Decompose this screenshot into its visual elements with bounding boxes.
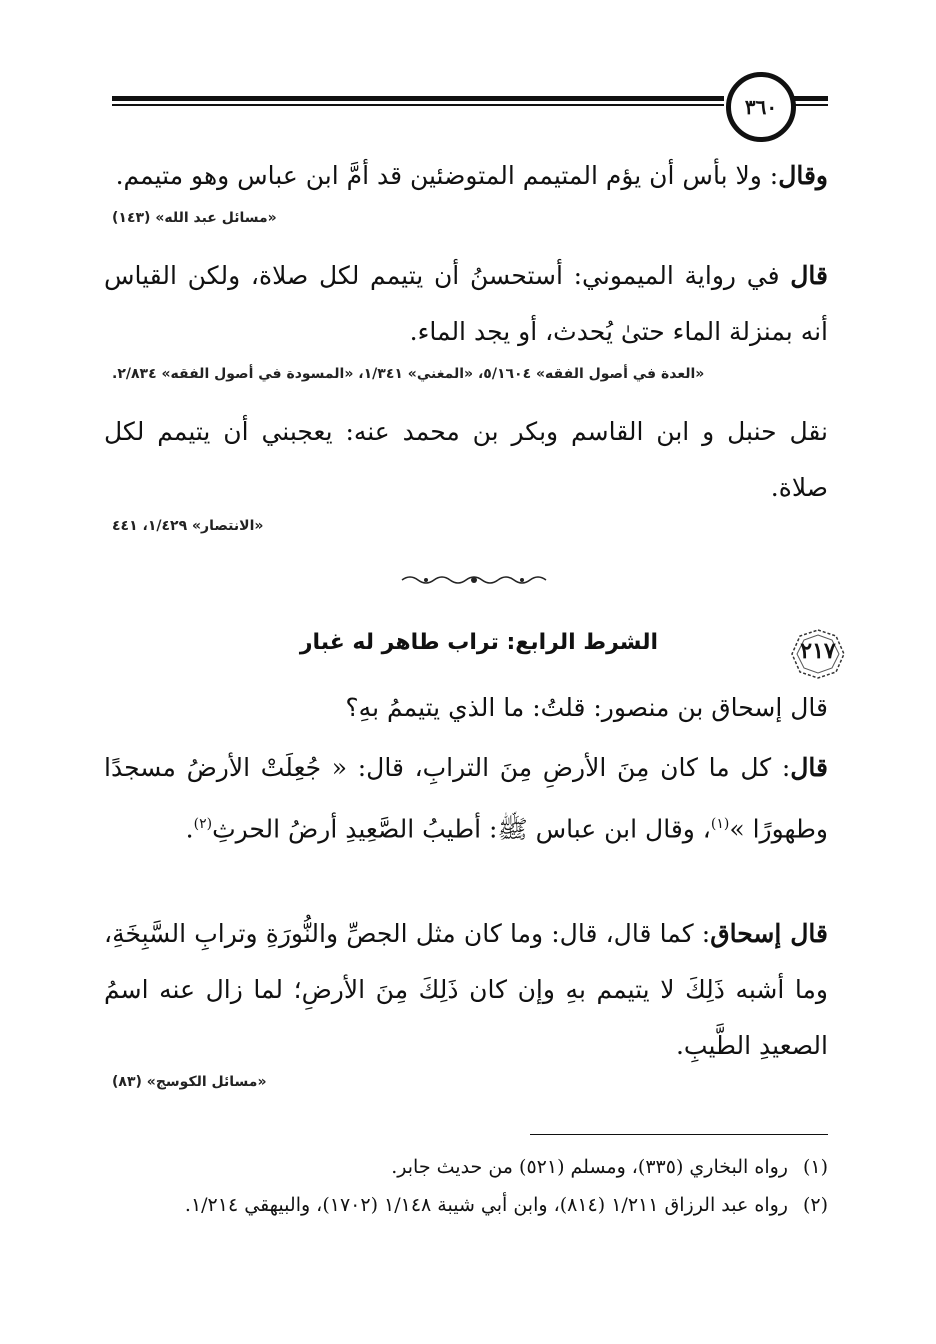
source-citation: «مسائل عبد الله» (١٤٣) xyxy=(112,210,277,226)
page-number: ٣٦٠ xyxy=(744,95,778,119)
footnote-ref[interactable]: (٢) xyxy=(193,816,213,832)
paragraph-text: : كما قال، قال: وما كان مثل الجصِّ والنُّورَةِ وترابِ السَّبِخَةِ، وما أشبه ذَلِكَ لا يتيمم بهِ وإن كان ذَلِكَ مِنَ الأرضِ؛ لما زال عنه اسمُ الصعيدِ الطَّيبِ. xyxy=(104,919,828,1060)
paragraph-text: في رواية الميموني: أستحسنُ أن يتيمم لكل صلاة، ولكن القياس أنه بمنزلة الماء حتىٰ يُحدث، أو يجد الماء. xyxy=(104,261,828,346)
paragraph-text: : ولا بأس أن يؤم المتيمم المتوضئين قد أمَّ ابن عباس وهو متيمم. xyxy=(115,161,779,190)
section-title: الشرط الرابع: تراب طاهر له غبار xyxy=(299,630,658,655)
page-number-badge xyxy=(726,72,796,142)
ornament-divider-icon xyxy=(400,572,548,588)
paragraph-text: ، وقال ابن عباس ﷺ: أطيبُ الصَّعِيدِ أرضُ الحرثِ xyxy=(212,814,711,844)
footnote xyxy=(104,1150,828,1184)
source-citation: «الانتصار» ١/٤٢٩، ٤٤١ xyxy=(112,518,264,534)
paragraph-text: نقل حنبل و ابن القاسم وبكر بن محمد عنه: يعجبني أن يتيمم لكل صلاة. xyxy=(104,417,828,502)
paragraph xyxy=(104,248,828,360)
footnote-separator xyxy=(530,1134,828,1135)
footnote-mark: (١) xyxy=(802,1156,828,1178)
paragraph-lead: وقال xyxy=(778,161,828,190)
footnote-text: رواه عبد الرزاق ١/٢١١ (٨١٤)، وابن أبي شيبة ١/١٤٨ (١٧٠٢)، والبيهقي ١/٢١٤. xyxy=(184,1194,788,1216)
footnote xyxy=(104,1188,828,1222)
paragraph xyxy=(104,148,828,204)
paragraph xyxy=(104,680,828,736)
paragraph xyxy=(104,740,828,857)
source-citation: «العدة في أصول الفقه» ٥/١٦٠٤، «المغني» ١/٣٤١، «المسودة في أصول الفقه» ٢/٨٣٤. xyxy=(112,366,705,382)
paragraph-lead: قال إسحاق xyxy=(710,919,828,948)
paragraph-text: قال إسحاق بن منصور: قلتُ: ما الذي يتيممُ بهِ؟ xyxy=(345,693,828,722)
paragraph-text: : كل ما كان مِنَ الأرضِ مِنَ الترابِ، قال: « جُعِلَتْ الأرضُ مسجدًا وطهورًا » xyxy=(104,753,828,844)
footnote-ref[interactable]: (١) xyxy=(710,816,730,832)
paragraph-lead: قال xyxy=(790,753,828,782)
paragraph-text: . xyxy=(185,814,194,844)
source-citation: «مسائل الكوسج» (٨٣) xyxy=(112,1074,267,1090)
header-rule-thick xyxy=(112,96,724,101)
footnote-mark: (٢) xyxy=(802,1194,828,1216)
header-rule-thin xyxy=(112,104,724,106)
paragraph xyxy=(104,906,828,1074)
paragraph-lead: قال xyxy=(790,261,828,290)
section-number: ٢١٧ xyxy=(800,638,836,664)
header-rule-thick-right xyxy=(790,96,828,101)
paragraph xyxy=(104,404,828,516)
footnote-text: رواه البخاري (٣٣٥)، ومسلم (٥٢١) من حديث جابر. xyxy=(391,1156,788,1178)
